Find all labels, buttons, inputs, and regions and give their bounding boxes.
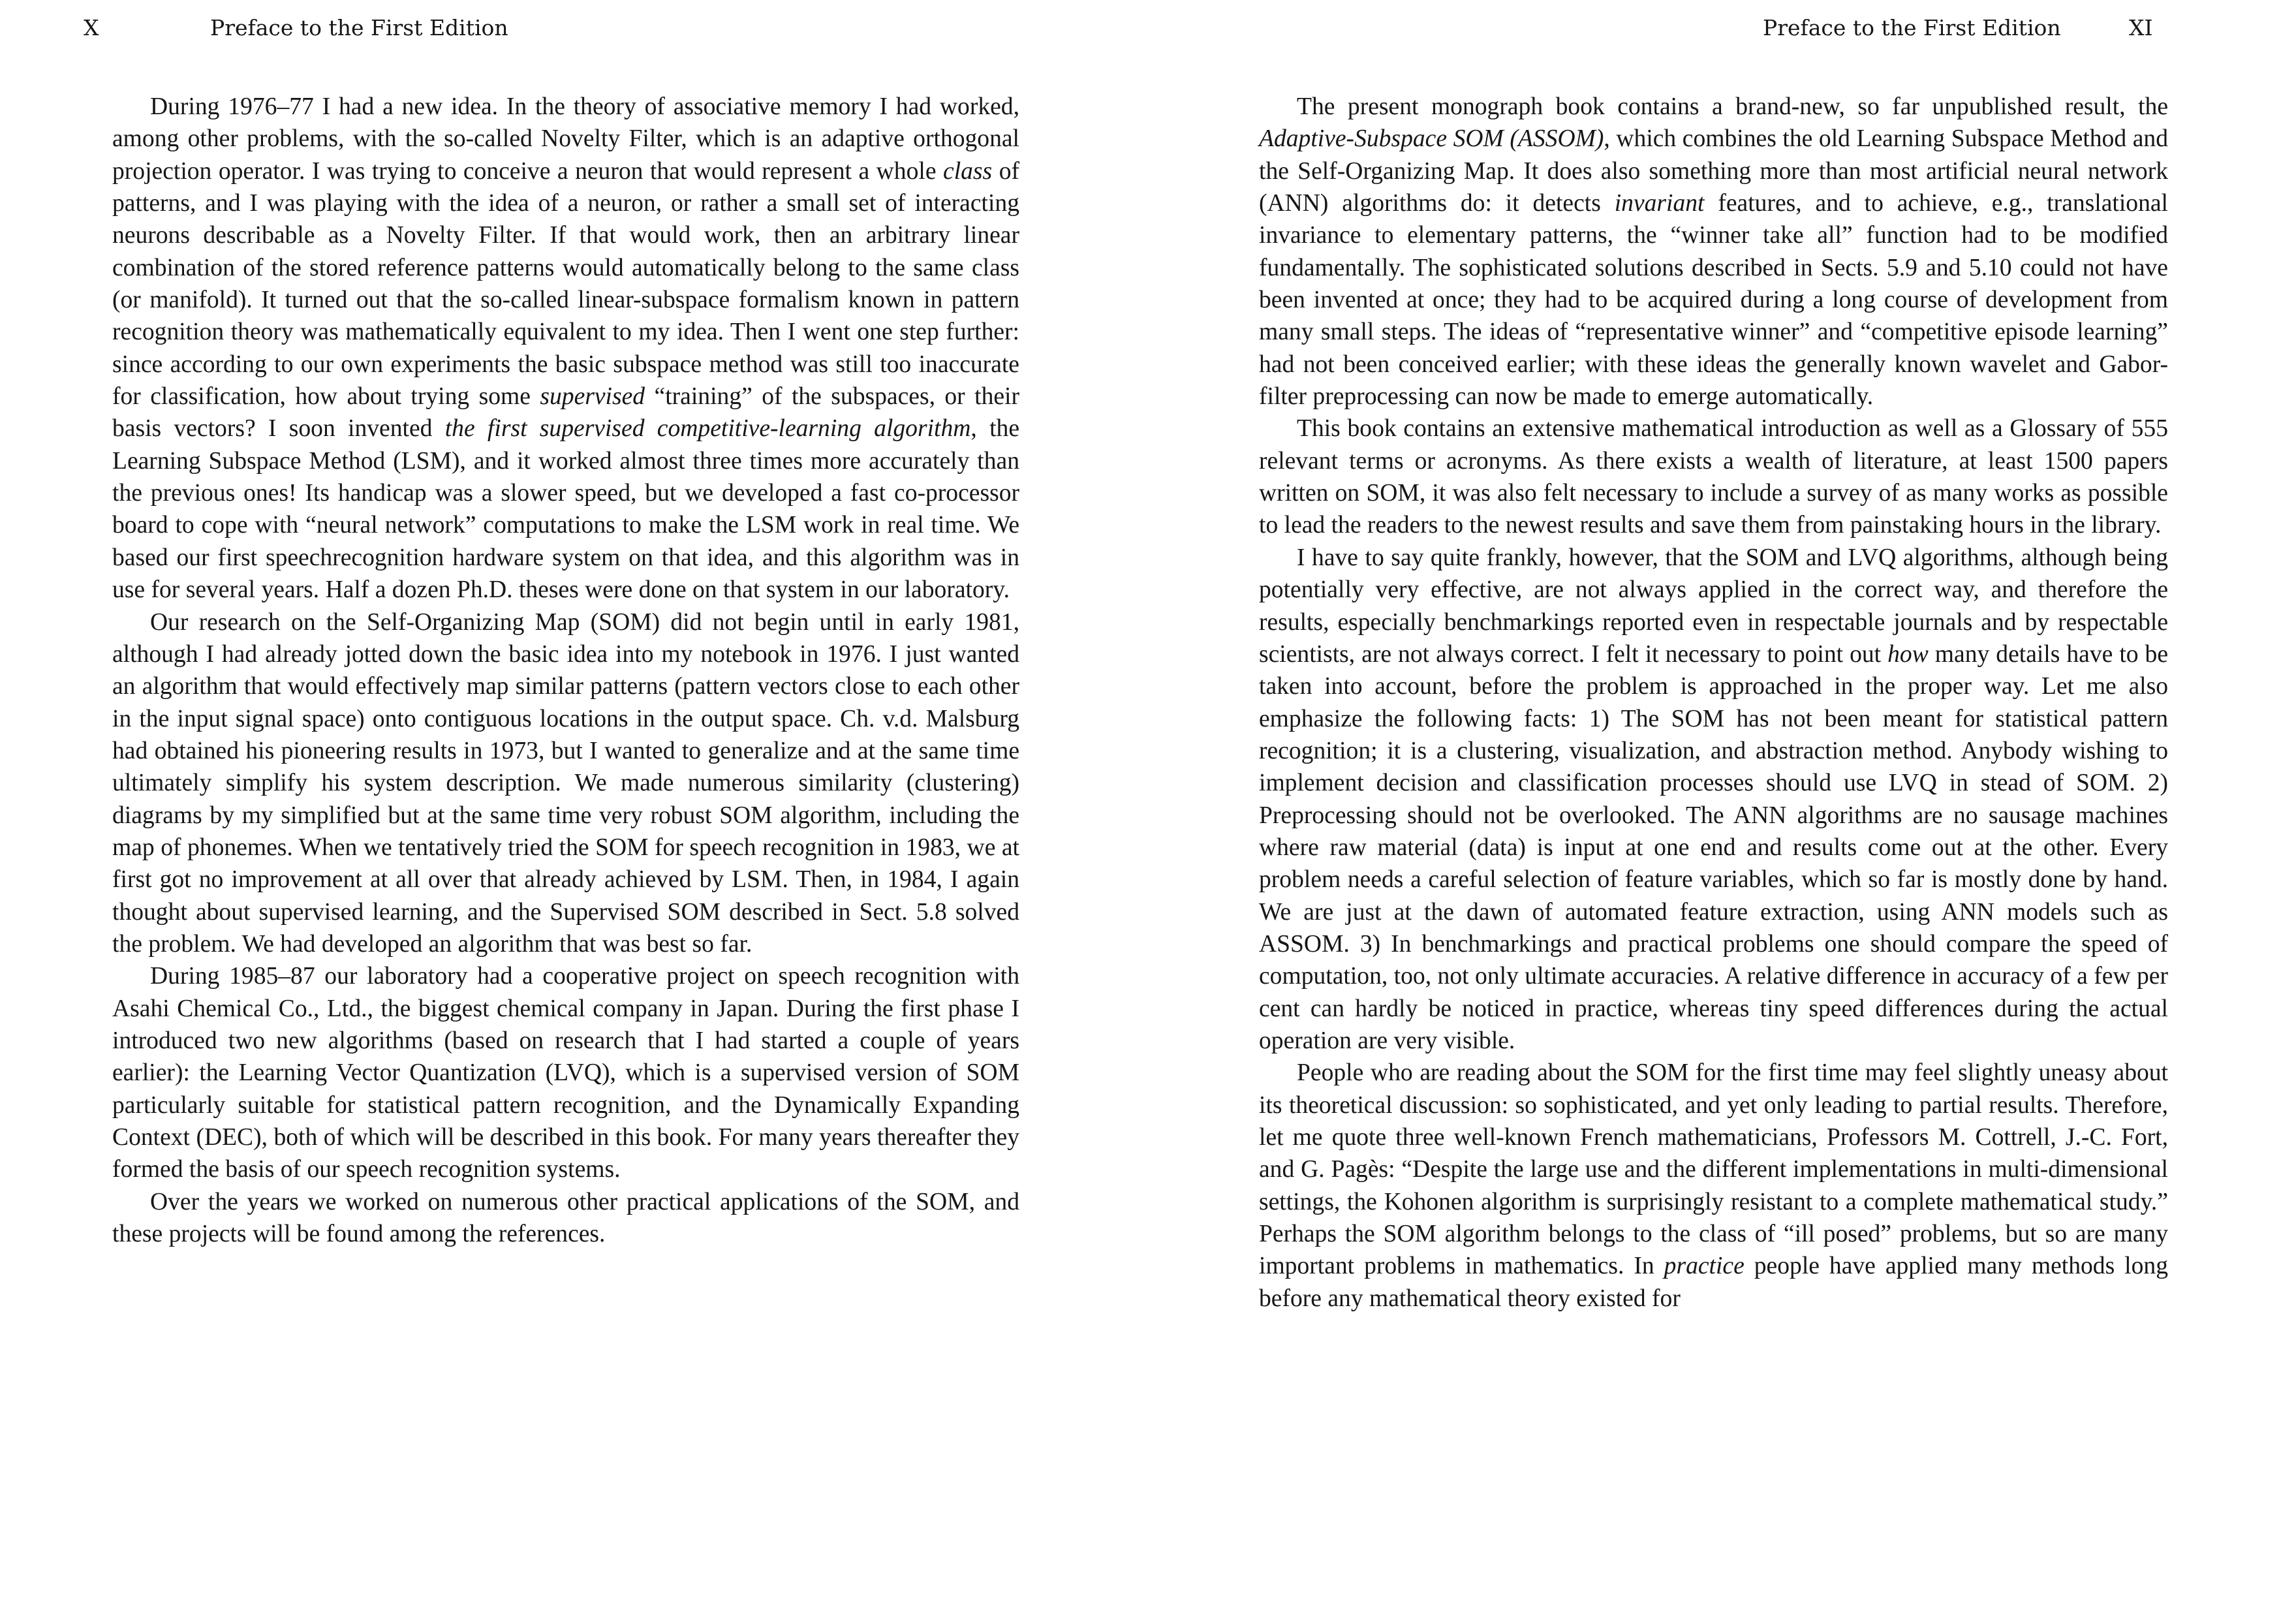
running-head-title: Preface to the First Edition xyxy=(1763,15,2061,40)
text-run: Our research on the Self-Organizing Map (SOM) did not begin until in early 1981, although I had already jotted down the basic idea into my notebook in 1976. I just wanted an algorithm that would effectively map similar patterns (pattern vectors close to each other in the input signal space) onto contiguous locations in the output space. Ch. v.d. Malsburg had obtained his pioneering results in 1973, but I wanted to generalize and at the same time ultimately simplify his system description. We made numerous similarity (clustering) diagrams by my simplified but at the same time very robust SOM algorithm, including the map of phonemes. When we tentatively tried the SOM for speech recognition in 1983, we at first got no improvement at all over that already achieved by LSM. Then, in 1984, I again thought about supervised learning, and the Supervised SOM described in Sect. 5.8 solved the problem. We had developed an algorithm that was best so far. xyxy=(112,608,1019,958)
paragraph xyxy=(1259,413,2168,541)
paragraph xyxy=(1259,1057,2168,1315)
text-run: During 1976–77 I had a new idea. In the theory of associative memory I had worked, among other problems, with the so-called Novelty Filter, which is an adaptive orthogonal projection operator. I was trying to conceive a neuron that would represent a whole xyxy=(112,93,1019,185)
text-run: This book contains an extensive mathematical introduction as well as a Glossary of 555 relevant terms or acronyms. As there exists a wealth of literature, at least 1500 papers written on SOM, it was also felt necessary to include a survey of as many works as possible to lead the readers to the newest results and save them from painstaking hours in the library. xyxy=(1259,415,2168,539)
right-body-text xyxy=(1259,91,2168,1315)
paragraph xyxy=(112,91,1019,606)
italic-run: invariant xyxy=(1614,190,1705,217)
paragraph xyxy=(1259,91,2168,413)
italic-run: Adaptive-Subspace SOM (ASSOM) xyxy=(1259,125,1604,153)
running-head-title: Preface to the First Edition xyxy=(210,15,508,40)
text-run: of patterns, and I was playing with the idea of a neuron, or rather a small set of interacting neurons describable as a Novelty Filter. If that would work, then an arbitrary linear combination of the stored reference patterns would automatically belong to the same class (or manifold). It turned out that the so-called linear-subspace formalism known in pattern recognition theory was mathematically equivalent to my idea. Then I went one step further: since according to our own experiments the basic subspace method was still too inaccurate for classification, how about trying some xyxy=(112,157,1019,411)
left-body-text xyxy=(112,91,1019,1250)
paragraph xyxy=(1259,542,2168,1057)
text-run: “training” of the subspaces, or their basis vectors? I soon invented xyxy=(112,383,1019,443)
text-run: , which combines the old Learning Subspace Method and the Self-Organizing Map. It does also something more than most artificial neural network (ANN) algorithms do: it detects xyxy=(1259,125,2168,217)
right-page xyxy=(1148,0,2296,1624)
paragraph xyxy=(112,606,1019,961)
italic-run: how xyxy=(1887,640,1929,668)
paragraph xyxy=(112,960,1019,1185)
page-number: X xyxy=(84,15,99,40)
text-run: During 1985–87 our laboratory had a cooperative project on speech recognition with Asahi Chemical Co., Ltd., the biggest chemical company in Japan. During the first phase I introduced two new algorithms (based on research that I had started a couple of years earlier): the Learning Vector Quantization (LVQ), which is a supervised version of SOM particularly suitable for statistical pattern recognition, and the Dynamically Expanding Context (DEC), both of which will be described in this book. For many years thereafter they formed the basis of our speech recognition systems. xyxy=(112,963,1019,1183)
text-run: I have to say quite frankly, however, that the SOM and LVQ algorithms, although being potentially very effective, are not always applied in the correct way, and therefore the results, especially benchmarkings reported even in respectable journals and by respectable scientists, are not always correct. I felt it necessary to point out xyxy=(1259,544,2168,668)
italic-run: class xyxy=(943,157,993,185)
text-run: people have applied many methods long before any mathematical theory existed for xyxy=(1259,1253,2168,1312)
text-run: The present monograph book contains a brand-new, so far unpublished result, the xyxy=(1297,93,2168,120)
italic-run: practice xyxy=(1664,1253,1745,1280)
text-run: People who are reading about the SOM for the first time may feel slightly uneasy about its theoretical discussion: so sophisticated, and yet only leading to partial results. Therefore, let me quote three well-known French mathematicians, Professors M. Cottrell, J.-C. Fort, and G. Pagès: “Despite the large use and the different implementations in multi-dimensional settings, the Kohonen algorithm is surprisingly resistant to a complete mathematical study.” Perhaps the SOM algorithm belongs to the class of “ill posed” problems, but so are many important problems in mathematics. In xyxy=(1259,1059,2168,1280)
text-run: Over the years we worked on numerous other practical applications of the SOM, and these projects will be found among the references. xyxy=(112,1188,1019,1248)
page-number: XI xyxy=(2129,15,2153,40)
paragraph xyxy=(112,1186,1019,1251)
italic-run: supervised xyxy=(540,383,645,411)
text-run: many details have to be taken into account, before the problem is approached in the proper way. Let me also emphasize the following facts: 1) The SOM has not been meant for statistical pattern recognition; it is a clustering, visualization, and abstraction method. Anybody wishing to implement decision and classification processes should use LVQ in stead of SOM. 2) Preprocessing should not be overlooked. The ANN algorithms are no sausage machines where raw material (data) is input at one end and results come out at the other. Every problem needs a careful selection of feature variables, which so far is mostly done by hand. We are just at the dawn of automated feature extraction, using ANN models such as ASSOM. 3) In benchmarkings and practical problems one should compare the speed of computation, too, not only ultimate accuracies. A relative difference in accuracy of a few per cent can hardly be noticed in practice, whereas tiny speed differences during the actual operation are very visible. xyxy=(1259,640,2169,1054)
text-run: , the Learning Subspace Method (LSM), and it worked almost three times more accurately than the previous ones! Its handicap was a slower speed, but we developed a fast co-processor board to cope with “neural network” computations to make the LSM work in real time. We based our first speechrecognition hardware system on that idea, and this algorithm was in use for several years. Half a dozen Ph.D. theses were done on that system in our laboratory. xyxy=(112,415,1020,604)
text-run: features, and to achieve, e.g., translational invariance to elementary patterns, the “winner take all” function had to be modified fundamentally. The sophisticated solutions described in Sects. 5.9 and 5.10 could not have been invented at once; they had to be acquired during a long course of development from many small steps. The ideas of “representative winner” and “competitive episode learning” had not been conceived earlier; with these ideas the generally known wavelet and Gabor-filter preprocessing can now be made to emerge automatically. xyxy=(1259,190,2168,411)
italic-run: the first supervised competitive-learning algorithm xyxy=(444,415,971,443)
